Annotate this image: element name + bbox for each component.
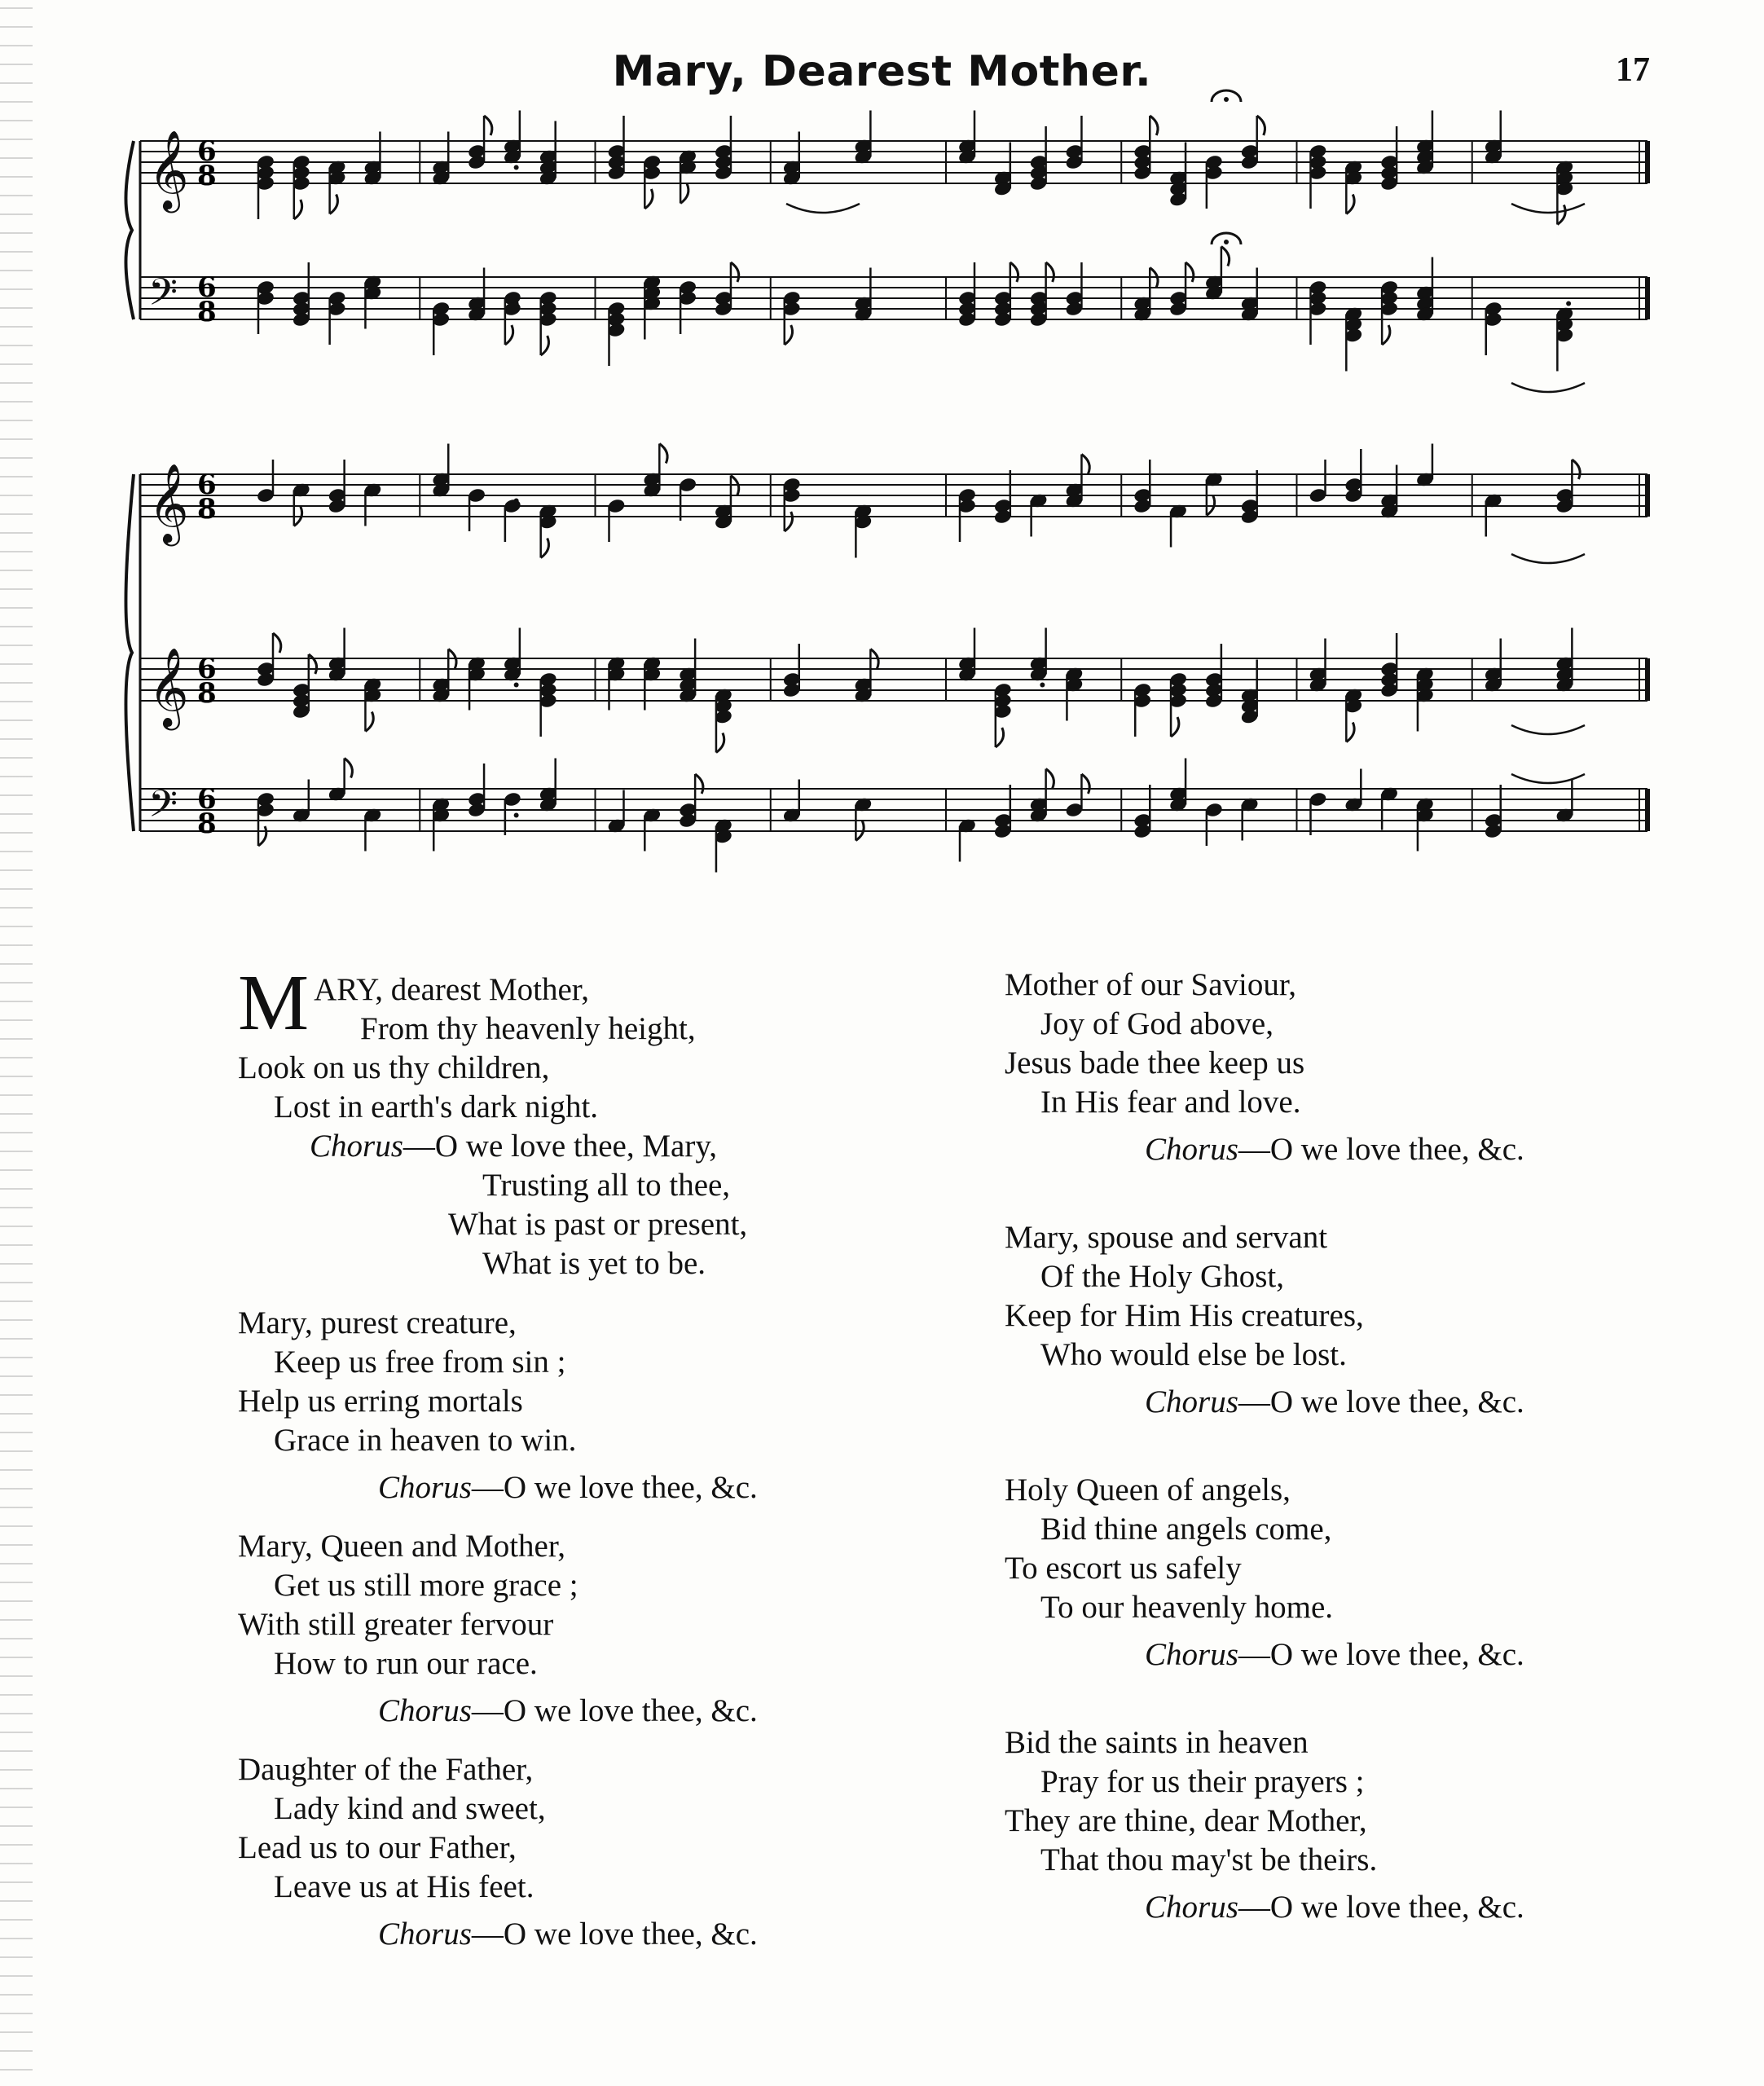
hymn-title: Mary, Dearest Mother.: [612, 47, 1152, 96]
chorus-text: —O we love thee, &c.: [471, 1693, 758, 1728]
dot: [1040, 301, 1045, 306]
chorus-text: —O we love thee, Mary,: [403, 1129, 718, 1164]
lyrics-left-column: [238, 959, 873, 1305]
stanza-line: Mother of our Saviour,: [1005, 967, 1297, 1002]
music-score: [0, 0, 1764, 896]
chorus-line: [238, 1127, 873, 1166]
chorus-text: —O we love thee, &c.: [1238, 1637, 1524, 1672]
stanza-line: Grace in heaven to win.: [274, 1423, 577, 1458]
chorus-line: [238, 1468, 873, 1507]
stanza-line: Joy of God above,: [1040, 1006, 1274, 1041]
note-flag: [644, 189, 653, 209]
stanza-line: Help us erring mortals: [238, 1384, 523, 1419]
stanza-line: Leave us at His feet.: [274, 1869, 534, 1904]
dot: [514, 683, 519, 688]
note-flag: [659, 444, 667, 464]
stanza-line: Keep for Him His creatures,: [1005, 1298, 1364, 1333]
dot: [1040, 683, 1045, 688]
slur: [1511, 383, 1585, 392]
chorus-label: Chorus: [378, 1470, 472, 1505]
chorus-line: Trusting all to thee,: [482, 1168, 731, 1203]
dot: [1566, 683, 1571, 688]
note-flag: [1081, 455, 1089, 474]
note-flag: [330, 195, 338, 214]
note-flag: [294, 200, 302, 219]
note-flag: [258, 826, 266, 846]
stanza-line: To escort us safely: [1005, 1551, 1242, 1586]
note-flag: [731, 262, 739, 282]
note-flag: [1257, 116, 1265, 135]
note-flag: [541, 539, 549, 558]
chorus-text: —O we love thee, &c.: [471, 1917, 758, 1952]
note-flag: [1221, 247, 1230, 266]
bass-clef-icon: 𝄢: [148, 782, 178, 835]
note-flag: [716, 733, 724, 753]
note-flag: [1382, 325, 1390, 345]
lyrics-left-continued: [238, 1304, 873, 1974]
note-flag: [365, 712, 373, 732]
slur: [786, 204, 860, 213]
stanza: [1005, 1723, 1640, 1927]
stanza-line: Lost in earth's dark night.: [274, 1089, 599, 1124]
time-signature-denominator: 8: [197, 808, 217, 840]
note-flag: [680, 184, 688, 204]
note-flag: [1171, 717, 1179, 737]
slur: [1511, 774, 1585, 783]
stanza-line: They are thine, dear Mother,: [1005, 1803, 1367, 1838]
note-flag: [996, 728, 1004, 747]
chorus-line: What is yet to be.: [482, 1246, 706, 1281]
note-flag: [1346, 195, 1354, 214]
chorus-text: —O we love thee, &c.: [1238, 1890, 1524, 1925]
stanza-line: Mary, purest creature,: [238, 1305, 517, 1340]
dot: [1566, 813, 1571, 818]
stanza-1: [238, 959, 873, 1283]
stanza-line: Of the Holy Ghost,: [1040, 1259, 1284, 1294]
dot: [514, 499, 519, 504]
dot: [514, 813, 519, 818]
stanza-line: In His fear and love.: [1040, 1085, 1301, 1120]
stanza-line: Lady kind and sweet,: [274, 1791, 546, 1826]
stanza-line: Daughter of the Father,: [238, 1752, 534, 1787]
note-flag: [484, 116, 492, 135]
note-flag: [1081, 774, 1089, 794]
stanza-line: Look on us thy children,: [238, 1050, 550, 1085]
note-flag: [1186, 262, 1194, 282]
time-signature-numerator: 6: [197, 469, 217, 501]
dot: [1566, 499, 1571, 504]
stanza-line: Mary, Queen and Mother,: [238, 1529, 566, 1564]
chorus-line: [1005, 1383, 1640, 1422]
stanza: [238, 1750, 873, 1954]
stanza-line: Holy Queen of angels,: [1005, 1472, 1291, 1507]
dot: [514, 165, 519, 170]
stanza: [1005, 1218, 1640, 1422]
time-signature-denominator: 8: [197, 677, 217, 710]
stanza-line: Jesus bade thee keep us: [1005, 1045, 1305, 1080]
treble-clef-icon: 𝄞: [148, 130, 189, 209]
chorus-label: Chorus: [1145, 1384, 1238, 1419]
note-flag: [695, 774, 703, 794]
chorus-line: What is past or present,: [448, 1207, 748, 1242]
time-signature-denominator: 8: [197, 160, 217, 192]
treble-clef-icon: 𝄞: [148, 647, 189, 727]
chorus-text: —O we love thee, &c.: [1238, 1384, 1524, 1419]
note-flag: [345, 759, 353, 778]
stanza-line: That thou may'st be theirs.: [1040, 1842, 1378, 1877]
stanza: [1005, 1471, 1640, 1675]
chorus-line: [1005, 1130, 1640, 1169]
time-signature-denominator: 8: [197, 493, 217, 526]
stanza-line: Bid the saints in heaven: [1005, 1725, 1309, 1760]
note-flag: [1010, 262, 1018, 282]
dot: [1040, 165, 1045, 170]
system-brace: [125, 474, 134, 831]
time-signature-numerator: 6: [197, 783, 217, 816]
chorus-text: —O we love thee, &c.: [1238, 1132, 1524, 1167]
treble-clef-icon: 𝄞: [148, 463, 189, 543]
slur: [1511, 725, 1585, 734]
chorus-label: Chorus: [1145, 1132, 1238, 1167]
time-signature-numerator: 6: [197, 653, 217, 685]
stanza-line: Mary, spouse and servant: [1005, 1220, 1328, 1255]
stanza: [1005, 966, 1640, 1169]
stanza-line: Bid thine angels come,: [1040, 1512, 1332, 1547]
chorus-line: [238, 1692, 873, 1731]
chorus-label: Chorus: [378, 1917, 472, 1952]
chorus-label: Chorus: [378, 1693, 472, 1728]
bass-clef-icon: 𝄢: [148, 271, 178, 323]
chorus-line: [1005, 1635, 1640, 1675]
stanza: [238, 1304, 873, 1507]
stanza: [238, 1527, 873, 1731]
time-signature-numerator: 6: [197, 135, 217, 168]
system-brace: [125, 141, 134, 319]
note-flag: [1557, 205, 1565, 225]
chorus-line: [238, 1915, 873, 1954]
stanza-line: Keep us free from sin ;: [274, 1344, 566, 1380]
note-flag: [1572, 460, 1580, 479]
dot: [1040, 813, 1045, 818]
dot: [514, 301, 519, 306]
stanza-line: Pray for us their prayers ;: [1040, 1764, 1365, 1799]
note-flag: [505, 325, 513, 345]
note-flag: [785, 325, 793, 345]
chorus-text: —O we love thee, &c.: [471, 1470, 758, 1505]
stanza-line: With still greater fervour: [238, 1607, 554, 1642]
stanza-line: Who would else be lost.: [1040, 1337, 1347, 1372]
stanza-line: How to run our race.: [274, 1646, 538, 1681]
note-flag: [785, 512, 793, 531]
chorus-label: Chorus: [1145, 1890, 1238, 1925]
dot: [1566, 165, 1571, 170]
note-flag: [1346, 723, 1354, 742]
chorus-label: Chorus: [310, 1129, 403, 1164]
time-signature-numerator: 6: [197, 271, 217, 304]
note-flag: [1150, 116, 1158, 135]
note-flag: [309, 654, 317, 674]
chorus-label: Chorus: [1145, 1637, 1238, 1672]
slur: [1511, 554, 1585, 563]
page-number: 17: [1616, 51, 1650, 89]
note-flag: [1046, 262, 1054, 282]
fermata-dot: [1224, 97, 1229, 102]
stanza-line: ARY, dearest Mother,: [314, 972, 589, 1007]
stanza-line: To our heavenly home.: [1040, 1590, 1333, 1625]
note-flag: [1046, 769, 1054, 789]
note-flag: [541, 336, 549, 355]
stanza-line: Lead us to our Father,: [238, 1830, 517, 1865]
dot: [1040, 499, 1045, 504]
chorus-line: [1005, 1888, 1640, 1927]
lyrics-right-column: [1005, 966, 1640, 1976]
drop-cap: M: [238, 959, 310, 1047]
stanza-line: Get us still more grace ;: [274, 1568, 578, 1603]
note-flag: [273, 633, 281, 653]
time-signature-denominator: 8: [197, 296, 217, 328]
dot: [1566, 301, 1571, 306]
fermata-dot: [1224, 240, 1229, 244]
slur: [1511, 204, 1585, 213]
stanza-line: From thy heavenly height,: [360, 1011, 696, 1046]
